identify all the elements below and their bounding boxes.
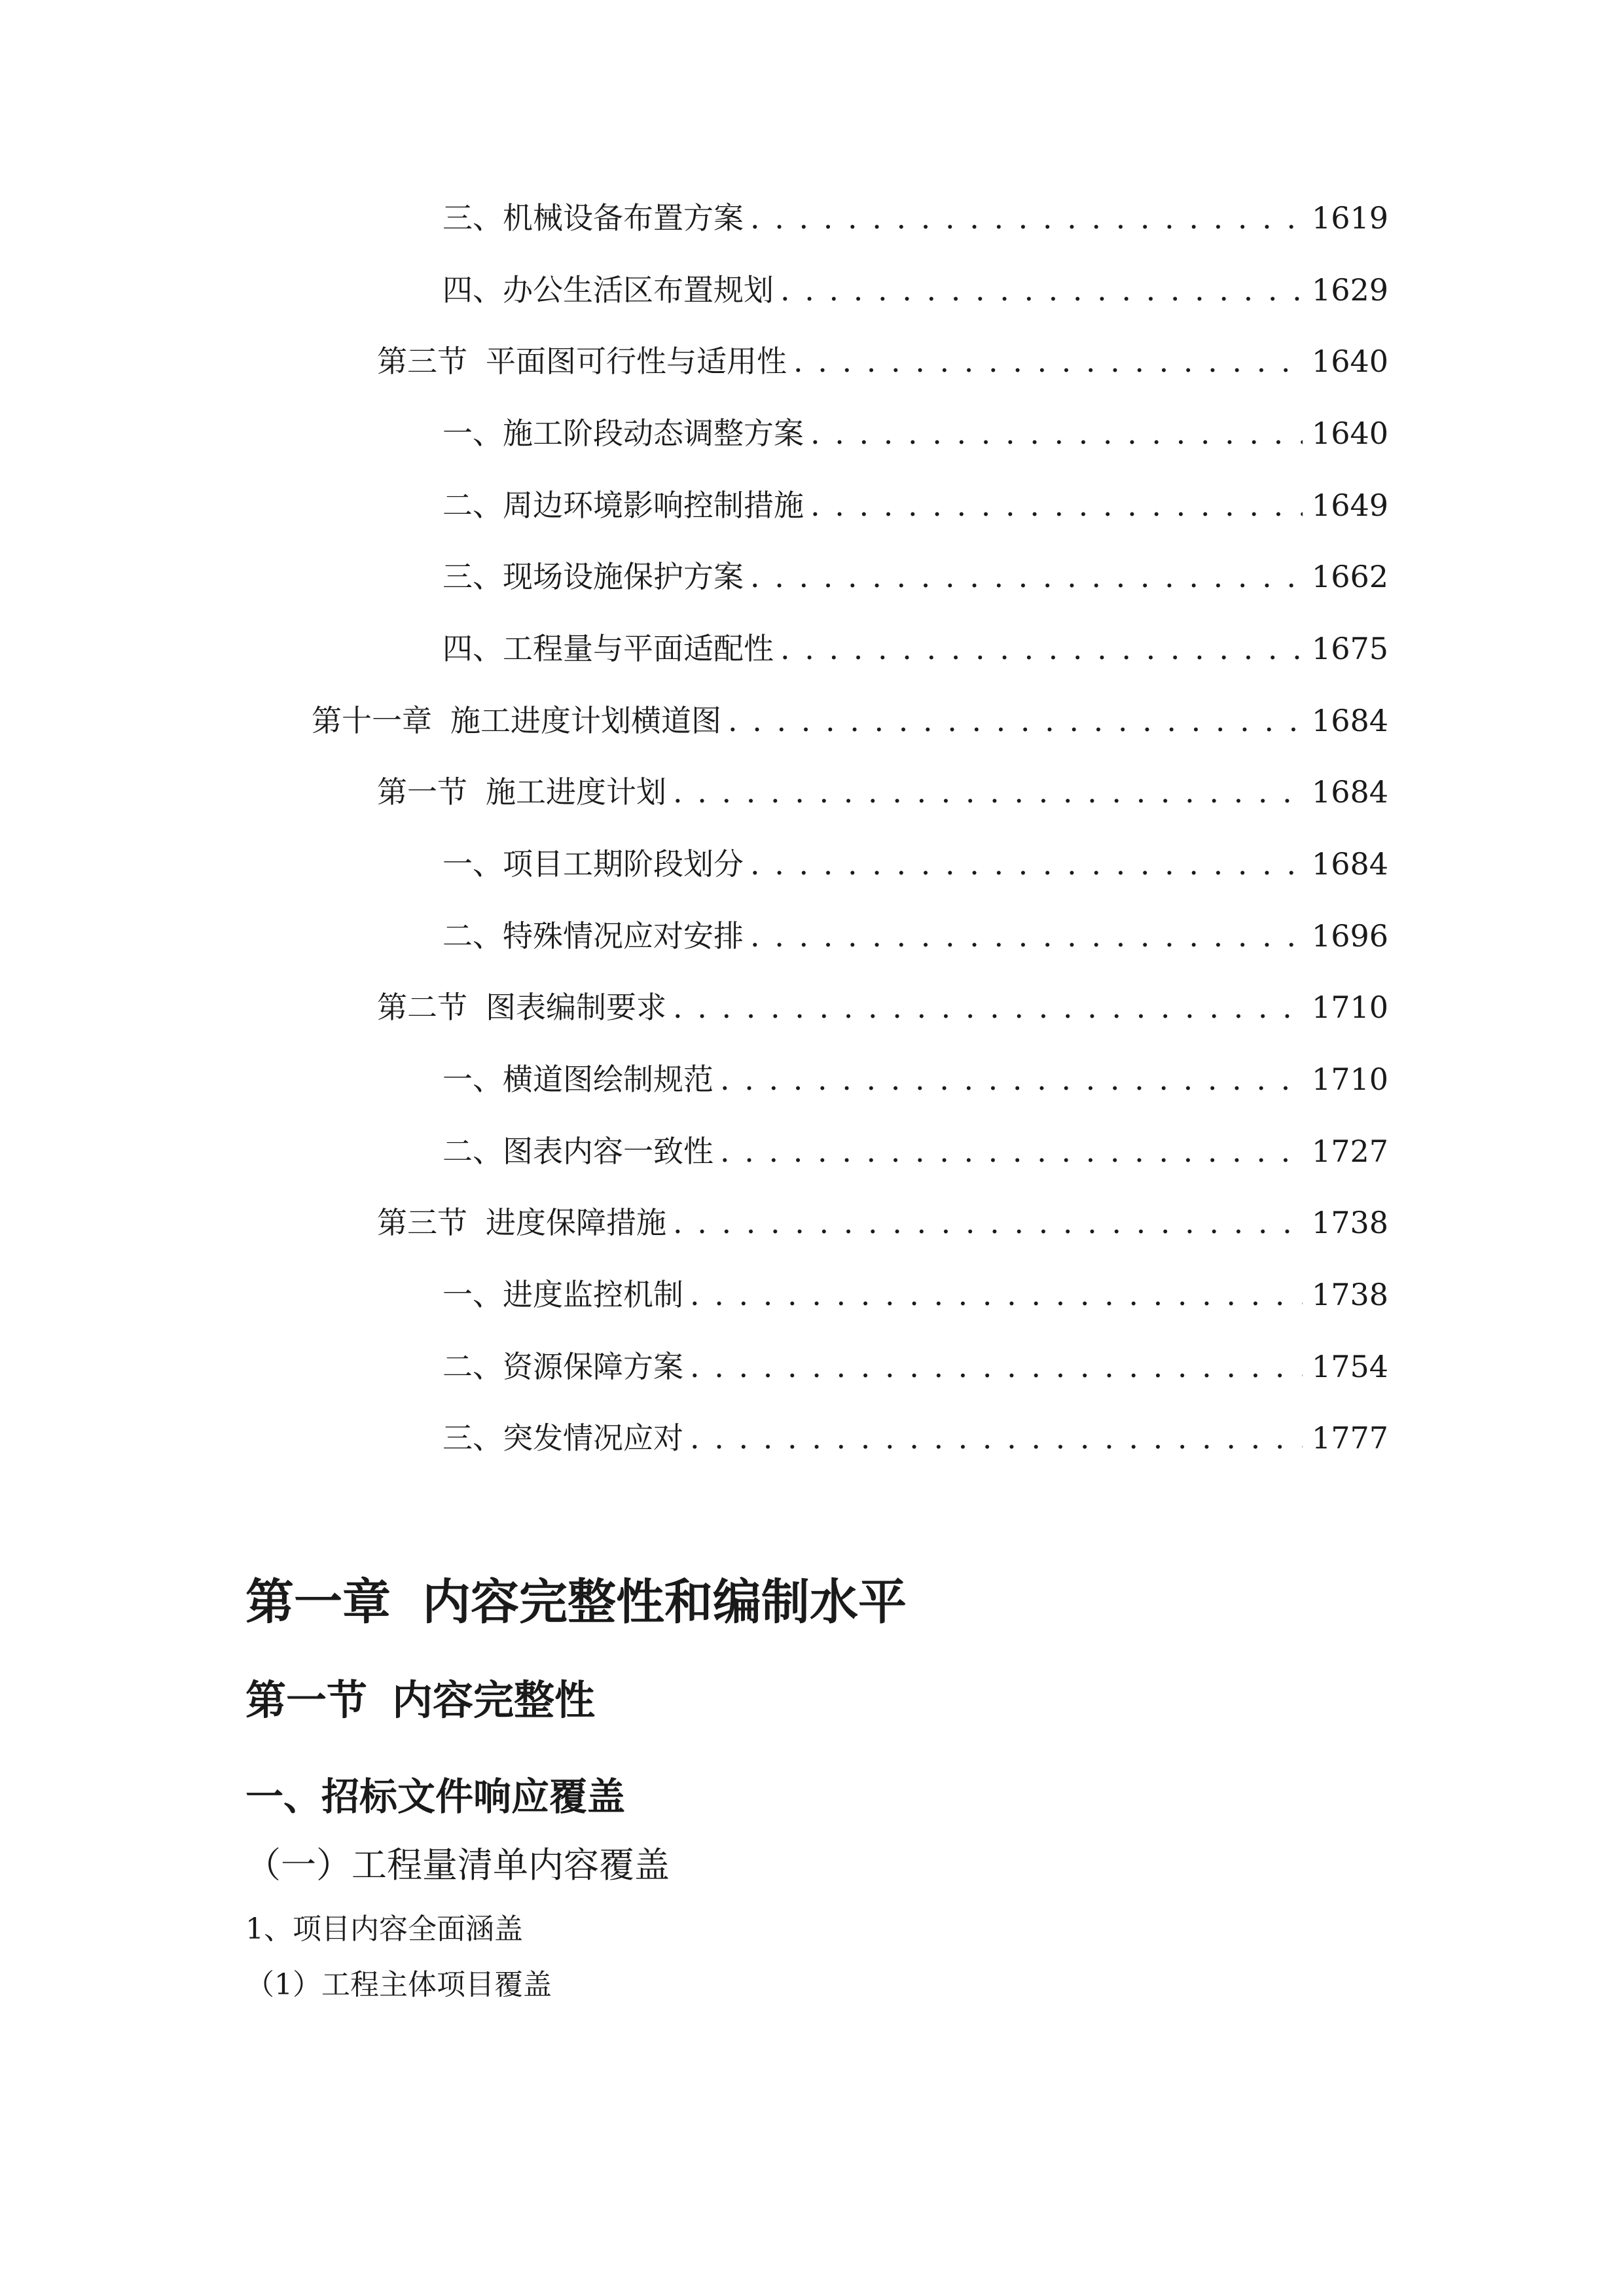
toc-dot-leader <box>673 769 1303 815</box>
toc-entry[interactable] <box>442 1272 1388 1318</box>
toc-entry-page: 1684 <box>1311 846 1388 882</box>
toc-entry-number: 一、 <box>442 1062 503 1097</box>
toc-entry-title: 施工进度计划 <box>486 774 666 810</box>
toc-entry-title: 施工进度计划横道图 <box>450 703 721 738</box>
toc-entry-page: 1684 <box>1311 774 1388 810</box>
toc-entry[interactable] <box>377 1200 1388 1246</box>
toc-entry-page: 1727 <box>1311 1134 1388 1169</box>
chapter-title: 内容完整性和编制水平 <box>422 1574 907 1630</box>
toc-entry-number: 一、 <box>442 846 503 882</box>
toc-entry-number: 四、 <box>442 631 503 666</box>
toc-entry-page: 1662 <box>1311 559 1388 594</box>
toc-entry-page: 1754 <box>1311 1349 1388 1384</box>
subitem-heading: 1、项目内容全面涵盖 <box>245 1912 523 1946</box>
toc-entry-number: 三、 <box>442 1420 503 1456</box>
toc-dot-leader <box>720 1056 1303 1102</box>
toc-entry-title: 办公生活区布置规划 <box>503 272 774 308</box>
toc-entry-number: 一、 <box>442 1277 503 1312</box>
toc-dot-leader <box>720 1128 1303 1174</box>
toc-entry-number: 三、 <box>442 559 503 594</box>
chapter-number: 第一章 <box>245 1574 391 1630</box>
toc-dot-leader <box>750 195 1303 241</box>
toc-entry-number: 二、 <box>442 1349 503 1384</box>
toc-entry-number: 第三节 <box>377 344 467 379</box>
toc-dot-leader <box>690 1272 1303 1318</box>
section-number: 第一节 <box>245 1676 368 1724</box>
toc-entry-title: 周边环境影响控制措施 <box>503 488 804 523</box>
toc-entry-page: 1696 <box>1311 918 1388 954</box>
toc-entry[interactable] <box>442 195 1388 241</box>
toc-entry-title: 进度监控机制 <box>503 1277 683 1312</box>
toc-entry-number: 第一节 <box>377 774 467 810</box>
toc-dot-leader <box>750 841 1303 887</box>
toc-dot-leader <box>780 267 1303 313</box>
toc-entry[interactable] <box>377 338 1388 384</box>
toc-dot-leader <box>728 698 1303 744</box>
toc-entry-page: 1777 <box>1311 1420 1388 1456</box>
toc-entry[interactable] <box>442 1415 1388 1461</box>
toc-entry-title: 特殊情况应对安排 <box>503 918 744 954</box>
toc-entry[interactable] <box>442 1128 1388 1174</box>
toc-entry-page: 1675 <box>1311 631 1388 666</box>
toc-entry-page: 1710 <box>1311 990 1388 1025</box>
toc-entry-number: 三、 <box>442 200 503 236</box>
toc-entry-page: 1649 <box>1311 488 1388 523</box>
toc-dot-leader <box>750 913 1303 959</box>
toc-entry-title: 机械设备布置方案 <box>503 200 744 236</box>
toc-dot-leader <box>690 1415 1303 1461</box>
toc-dot-leader <box>750 554 1303 600</box>
chapter-heading <box>245 1570 907 1635</box>
item-heading: （一）工程量清单内容覆盖 <box>245 1844 670 1886</box>
toc-dot-leader <box>810 482 1303 528</box>
toc-entry[interactable] <box>442 1056 1388 1102</box>
toc-entry[interactable] <box>442 913 1388 959</box>
toc-entry-number: 二、 <box>442 488 503 523</box>
toc-entry-title: 资源保障方案 <box>503 1349 683 1384</box>
toc-entry-page: 1640 <box>1311 416 1388 451</box>
toc-entry-page: 1684 <box>1311 703 1388 738</box>
toc-entry-title: 现场设施保护方案 <box>503 559 744 594</box>
toc-dot-leader <box>810 410 1303 456</box>
toc-entry[interactable] <box>442 841 1388 887</box>
toc-entry[interactable] <box>442 410 1388 456</box>
toc-entry-page: 1738 <box>1311 1277 1388 1312</box>
toc-entry-number: 二、 <box>442 1134 503 1169</box>
toc-entry[interactable] <box>442 626 1388 672</box>
subsubitem-heading: （1）工程主体项目覆盖 <box>245 1968 552 2001</box>
toc-entry-title: 突发情况应对 <box>503 1420 683 1456</box>
toc-entry-number: 二、 <box>442 918 503 954</box>
toc-dot-leader <box>780 626 1303 672</box>
toc-entry[interactable] <box>312 698 1388 744</box>
section-heading <box>245 1671 595 1730</box>
toc-entry-number: 第十一章 <box>312 703 432 738</box>
toc-entry[interactable] <box>377 984 1388 1030</box>
toc-entry-title: 项目工期阶段划分 <box>503 846 744 882</box>
toc-dot-leader <box>690 1344 1303 1390</box>
toc-entry-title: 图表编制要求 <box>486 990 666 1025</box>
toc-dot-leader <box>673 984 1303 1030</box>
subsection-heading: 一、招标文件响应覆盖 <box>245 1774 626 1819</box>
toc-entry[interactable] <box>377 769 1388 815</box>
section-title: 内容完整性 <box>392 1676 596 1724</box>
toc-entry-number: 一、 <box>442 416 503 451</box>
toc-entry-title: 工程量与平面适配性 <box>503 631 774 666</box>
toc-entry[interactable] <box>442 267 1388 313</box>
toc-dot-leader <box>673 1200 1303 1246</box>
toc-entry-title: 横道图绘制规范 <box>503 1062 713 1097</box>
toc-entry-number: 四、 <box>442 272 503 308</box>
toc-entry-page: 1640 <box>1311 344 1388 379</box>
toc-entry-title: 施工阶段动态调整方案 <box>503 416 804 451</box>
toc-entry-title: 进度保障措施 <box>486 1205 666 1240</box>
toc-entry-title: 图表内容一致性 <box>503 1134 713 1169</box>
toc-entry-page: 1629 <box>1311 272 1388 308</box>
toc-entry-page: 1738 <box>1311 1205 1388 1240</box>
toc-entry-page: 1619 <box>1311 200 1388 236</box>
toc-entry[interactable] <box>442 1344 1388 1390</box>
toc-entry-title: 平面图可行性与适用性 <box>486 344 787 379</box>
toc-dot-leader <box>793 338 1303 384</box>
toc-entry[interactable] <box>442 554 1388 600</box>
toc-entry-number: 第三节 <box>377 1205 467 1240</box>
toc-entry[interactable] <box>442 482 1388 528</box>
toc-entry-number: 第二节 <box>377 990 467 1025</box>
toc-entry-page: 1710 <box>1311 1062 1388 1097</box>
